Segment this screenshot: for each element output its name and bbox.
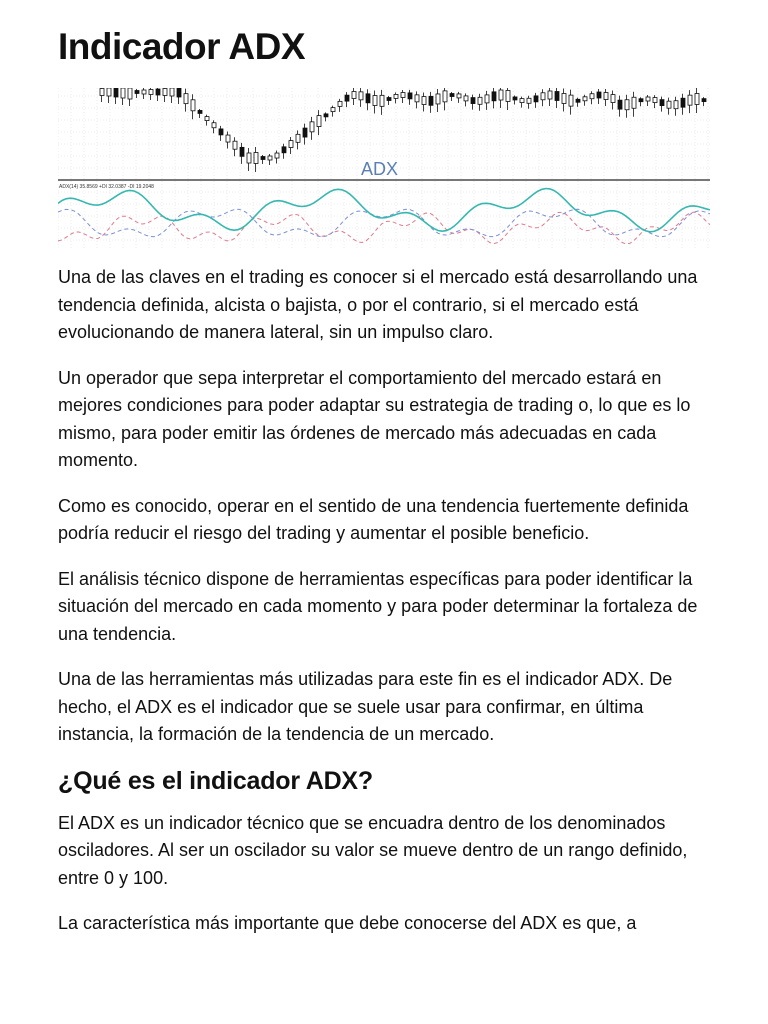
candle-body xyxy=(541,93,545,100)
candle-body xyxy=(114,88,118,97)
candle-body xyxy=(394,94,398,98)
candle-body xyxy=(310,122,314,132)
candle-body xyxy=(212,123,216,128)
candle-body xyxy=(590,94,594,99)
candle-body xyxy=(646,97,650,101)
adx-chart-svg xyxy=(58,88,710,248)
candle-body xyxy=(443,91,447,102)
section-heading: ¿Qué es el indicador ADX? xyxy=(58,766,373,795)
candle-body xyxy=(527,98,531,103)
candle-body xyxy=(135,91,139,94)
candle-body xyxy=(240,147,244,156)
candle-body xyxy=(268,156,272,160)
paragraph: El ADX es un indicador técnico que se encuadra dentro de los denominados osciladores. Al ser un oscilador su valor se mueve dentro de un rango definido, entre 0 y 100. xyxy=(58,812,688,888)
candle-body xyxy=(471,98,475,104)
candle-body xyxy=(317,116,321,127)
candle-body xyxy=(345,95,349,101)
candle-body xyxy=(121,88,125,98)
candle-body xyxy=(128,88,132,99)
candle-body xyxy=(534,96,538,102)
candle-body xyxy=(569,95,573,106)
candle-body xyxy=(478,97,482,104)
candle-body xyxy=(275,153,279,158)
adx-label: ADX xyxy=(361,159,399,179)
price-candles xyxy=(100,88,706,172)
candle-body xyxy=(576,99,580,102)
candle-body xyxy=(625,100,629,110)
adx-line xyxy=(58,189,710,232)
paragraph: Una de las claves en el trading es conocer si el mercado está desarrollando una tendencia definida, alcista o bajista, o por el contrario, si el mercado está evolucionando de manera lateral, sin un impulso claro. xyxy=(58,267,698,342)
paragraph: Como es conocido, operar en el sentido de una tendencia fuertemente definida podría reducir el riesgo del trading y aumentar el posible beneficio. xyxy=(58,495,689,543)
candle-body xyxy=(632,97,636,108)
candle-body xyxy=(520,99,524,103)
candle-body xyxy=(233,141,237,149)
candle-body xyxy=(261,157,265,160)
candle-body xyxy=(513,97,517,100)
candle-body xyxy=(338,101,342,106)
candle-body xyxy=(205,117,209,121)
candle-body xyxy=(688,95,692,105)
candle-body xyxy=(247,153,251,163)
candle-body xyxy=(282,147,286,153)
candle-body xyxy=(177,88,181,97)
paragraph: Un operador que sepa interpretar el comportamiento del mercado estará en mejores condiciones para poder adaptar su estrategia de trading o, lo que es lo mismo, para poder emitir las órdenes de mercado más adecuadas en cada momento. xyxy=(58,367,691,470)
candle-body xyxy=(191,100,195,111)
article-body xyxy=(58,264,710,956)
candle-body xyxy=(142,90,146,94)
candle-body xyxy=(583,97,587,101)
candle-body xyxy=(289,141,293,148)
candle-body xyxy=(702,99,706,102)
candle-body xyxy=(618,100,622,109)
indicator-info-text: ADX(14) 35.8569 +DI 32.0387 -DI 19.2048 xyxy=(59,184,154,190)
candle-body xyxy=(429,96,433,105)
candle-body xyxy=(485,95,489,103)
candle-body xyxy=(324,114,328,117)
candle-body xyxy=(450,94,454,97)
candle-body xyxy=(548,91,552,99)
candle-body xyxy=(555,91,559,100)
candle-body xyxy=(506,90,510,101)
candle-body xyxy=(254,153,258,164)
candle-body xyxy=(219,129,223,135)
candle-body xyxy=(408,93,412,99)
candle-body xyxy=(639,99,643,102)
candle-body xyxy=(695,94,699,105)
candle-body xyxy=(401,93,405,98)
candle-body xyxy=(660,100,664,106)
candle-body xyxy=(674,101,678,109)
candle-body xyxy=(156,89,160,95)
candle-body xyxy=(352,92,356,99)
candle-body xyxy=(436,94,440,104)
adx-chart-image xyxy=(58,88,710,248)
candle-body xyxy=(107,88,111,96)
candle-body xyxy=(611,95,615,103)
candle-body xyxy=(422,97,426,105)
candle-body xyxy=(499,90,503,100)
candle-body xyxy=(387,98,391,101)
candle-body xyxy=(149,90,153,95)
candle-body xyxy=(198,110,202,113)
candle-body xyxy=(296,134,300,142)
candle-body xyxy=(667,101,671,108)
candle-body xyxy=(226,135,230,142)
candle-body xyxy=(100,89,104,96)
candle-body xyxy=(366,94,370,103)
article-title: Indicador ADX xyxy=(58,26,306,67)
paragraph: Una de las herramientas más utilizadas para este fin es el indicador ADX. De hecho, el ADX es el indicador que se suele usar para confirmar, en última instancia, la formación de la tendencia de un mercado. xyxy=(58,669,673,744)
candle-body xyxy=(359,92,363,100)
candle-body xyxy=(415,95,419,102)
candle-body xyxy=(653,98,657,103)
paragraph: La característica más importante que debe conocerse del ADX es que, a xyxy=(58,913,637,933)
candle-body xyxy=(562,94,566,104)
candle-body xyxy=(597,92,601,98)
paragraph: El análisis técnico dispone de herramientas específicas para poder identificar la situación del mercado en cada momento y para poder determinar la fortaleza de una tendencia. xyxy=(58,568,698,644)
candle-body xyxy=(464,96,468,101)
candle-body xyxy=(681,98,685,107)
candle-body xyxy=(373,96,377,106)
candle-body xyxy=(170,88,174,96)
candle-body xyxy=(331,108,335,112)
candle-body xyxy=(457,94,461,98)
candle-body xyxy=(303,128,307,137)
candle-body xyxy=(184,94,188,104)
candle-body xyxy=(492,92,496,101)
candle-body xyxy=(163,89,167,96)
candle-body xyxy=(604,93,608,100)
candle-body xyxy=(380,95,384,106)
